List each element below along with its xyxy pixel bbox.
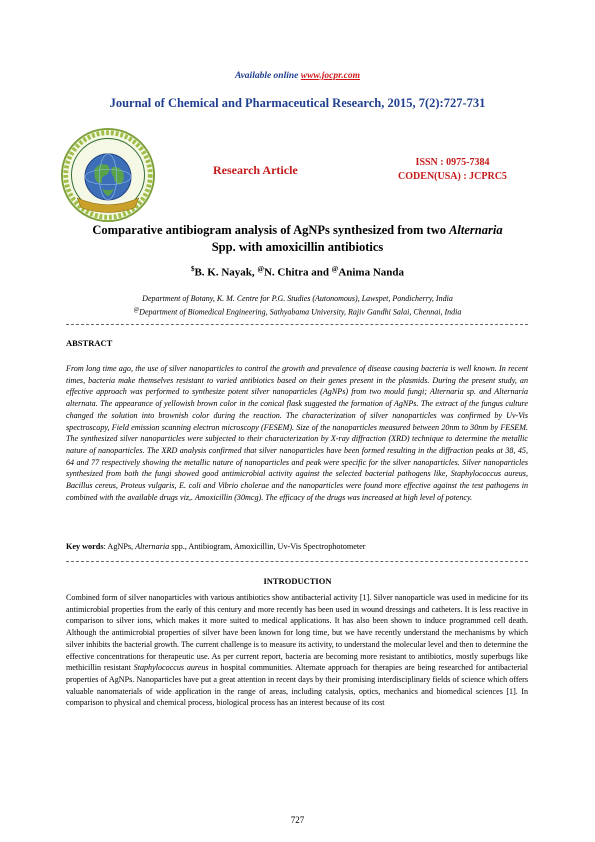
intro-part2: in hospital communities. Alternate approach for therapies are being researched for antibacterial properties of AgNPs. Nanoparticles have put a great attention in recent days by their promising interdisciplinary fields of science which offers valuable nanomaterials of wide application in the range of areas, including catalysis, optics, mechanics and biomedical sciences [1]. In comparison to physical and chemical process, biological process has an interest because of its cost [66, 663, 528, 708]
author-name: N. Chitra and [263, 266, 332, 279]
divider [66, 561, 528, 562]
affiliation-1: Department of Botany, K. M. Centre for P.G. Studies (Autonomous), Lawspet, Pondicherry, India [142, 294, 453, 303]
title-part1: Comparative antibiogram analysis of AgNPs synthesized from two [92, 223, 450, 237]
abstract-text: From long time ago, the use of silver nanoparticles to control the growth and prevalence of disease causing bacteria is well known. In recent times, bacteria make themselves resistant to varied antibiotics based on their genes present in the plasmids. During the present study, an effective approach was performed to synthesize potent silver nanoparticles (AgNPs) from two mould fungi; Alternaria sp. and Alternaria alternata. The appearance of yellowish brown color in the conical flask suggested the formation of AgNPs. The extract of the fungus culture changed the solution into brownish color during the reaction. The characterization of silver nanoparticles was confirmed by Uv-Vis spectroscopy, Field emission scanning electron microscopy (FESEM). Size of the nanoparticles measured between 20nm to 30nm by FESEM. The synthesized silver nanoparticles were subjected to their characterization by X-ray diffraction (XRD) technique to determine the metallic nature of nanoparticles. The XRD analysis confirmed that silver nanoparticles have been formed resulting in the diffraction peaks at 38, 45, 64 and 77 respectively showing the metallic nature of nanoparticles and peak were specific for the silver nanoparticles. Silver nanoparticles synthesized from both the fungi showed good antimicrobial activity against the selected bacterial pathogens like, Staphylococcus aureus, Bacillus cereus, Proteus vulgaris, E. coli and Vibrio cholerae and the nanoparticles were found more effective against the test pathogens in combined with the available drugs viz,. Amoxicillin (30mcg). The efficacy of the drugs was increased at high level of potency. [66, 364, 528, 502]
keywords [66, 542, 528, 551]
keywords-rest: spp., Antibiogram, Amoxicillin, Uv-Vis Spectrophotometer [169, 542, 366, 551]
author-name: Anima Nanda [338, 266, 405, 279]
journal-citation: Journal of Chemical and Pharmaceutical Research, 2015, 7(2):727-731 [109, 96, 486, 110]
issn: ISSN : 0975-7384 [415, 157, 490, 168]
available-prefix: Available online [234, 71, 301, 81]
page-number: 727 [290, 815, 305, 825]
keywords-label: Key words [66, 542, 104, 551]
affiliation-2: Department of Biomedical Engineering, Sathyabama University, Rajiv Gandhi Salai, Chennai, India [139, 307, 462, 317]
journal-seal-logo [60, 127, 156, 223]
author-name: B. K. Nayak, [194, 266, 258, 279]
author-mark: @ [257, 265, 264, 273]
article-type: Research Article [213, 163, 298, 177]
divider [66, 324, 528, 325]
availability-line [0, 71, 595, 81]
affiliation-2-mark: @ [133, 306, 140, 313]
intro-italic: Staphylococcus aureus [133, 663, 209, 673]
author-mark: $ [190, 265, 195, 273]
abstract-heading: ABSTRACT [66, 338, 113, 348]
title-part2: Spp. with amoxicillin antibiotics [211, 240, 384, 254]
intro-part1: Combined form of silver nanoparticles with various antibiotics show antibacterial activity [1]. Silver nanoparticle was used in medicine for its antimicrobial properties from the early of this century and more recently has been used in wound dressings and catheters. It is less reactive in comparison to silver ions, which makes it more suited to medical applications. It has also been shown to induce programmed cell death. Although the antimicrobial properties of silver have been known for long time, but we have recently understand the mechanisms by which silver inhibits the bacterial growth. The current challenge is to measure its activity, to understand the molecular level and then to determine the effective concentrations for therapeutic use. As per current report, bacteria are becoming more resistant to antibiotics, mostly superbugs like methicillin resistant [66, 593, 528, 673]
affiliations [60, 293, 535, 318]
journal-website-link[interactable]: www.jocpr.com [300, 71, 361, 81]
introduction-text [66, 592, 528, 709]
introduction-heading: INTRODUCTION [263, 576, 332, 586]
issn-block [385, 156, 520, 184]
keywords-sep: : AgNPs, [103, 542, 136, 551]
keywords-italic: Alternaria [135, 542, 170, 551]
author-list [0, 265, 595, 279]
title-italic: Alternaria [449, 223, 503, 237]
article-title [60, 222, 535, 256]
affiliation-2-line [60, 305, 535, 318]
coden: CODEN(USA) : JCPRC5 [398, 171, 507, 182]
author-mark: @ [331, 265, 339, 273]
globe-icon [85, 154, 131, 200]
